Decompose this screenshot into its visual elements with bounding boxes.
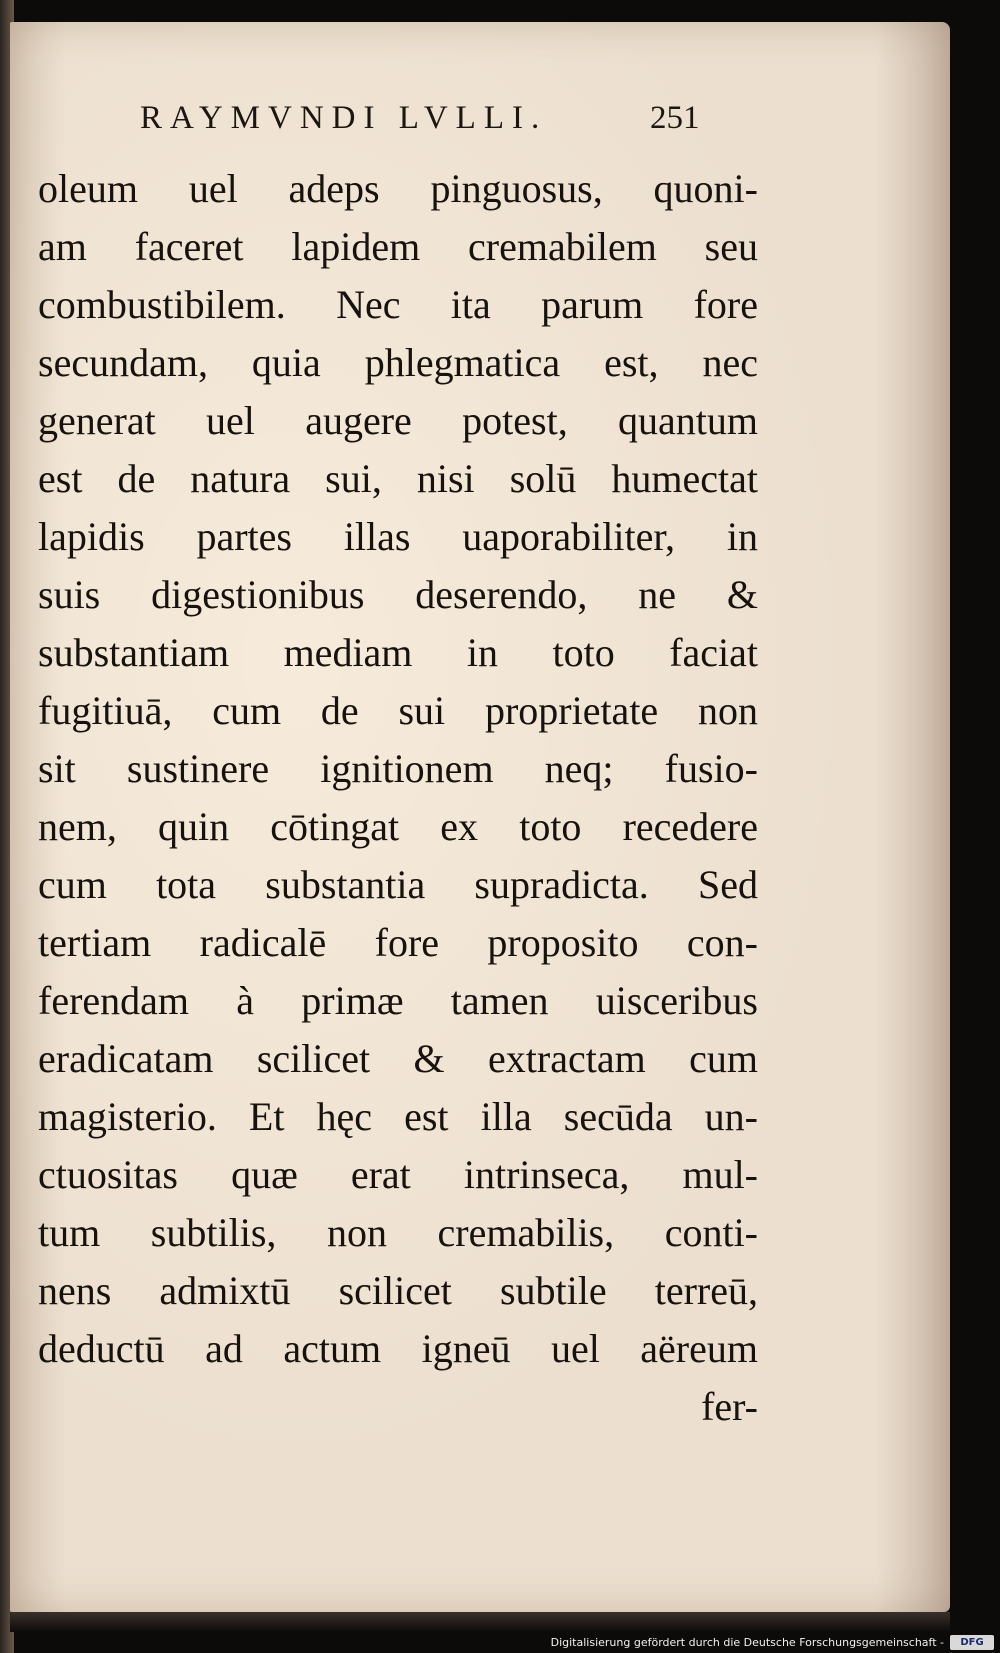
- text-line: fugitiuā, cum de sui proprietate non: [38, 688, 758, 733]
- text-line: tertiam radicalē fore proposito con-: [38, 920, 758, 965]
- text-line: ctuositas quæ erat intrinseca, mul-: [38, 1152, 758, 1197]
- text-line: ferendam à primæ tamen uisceribus: [38, 978, 758, 1023]
- catchword: fer-: [701, 1384, 758, 1429]
- text-line: secundam, quia phlegmatica est, nec: [38, 340, 758, 385]
- text-line: cum tota substantia supradicta. Sed: [38, 862, 758, 907]
- scan-bottom-edge: [10, 1612, 950, 1632]
- book-page: [10, 22, 950, 1612]
- text-line: am faceret lapidem cremabilem seu: [38, 224, 758, 269]
- text-line: suis digestionibus deserendo, ne &: [38, 572, 758, 617]
- dfg-logo: DFG: [950, 1635, 994, 1650]
- body-text: [38, 160, 758, 1436]
- text-line: magisterio. Et hęc est illa secūda un-: [38, 1094, 758, 1139]
- digitization-credit: Digitalisierung gefördert durch die Deutsche Forschungsgemeinschaft -: [550, 1636, 944, 1649]
- text-line: deductū ad actum igneū uel aëreum: [38, 1326, 758, 1371]
- running-head: [10, 96, 950, 146]
- text-line: lapidis partes illas uaporabiliter, in: [38, 514, 758, 559]
- text-line: substantiam mediam in toto faciat: [38, 630, 758, 675]
- text-line: combustibilem. Nec ita parum fore: [38, 282, 758, 327]
- text-line: nem, quin cōtingat ex toto recedere: [38, 804, 758, 849]
- text-line: tum subtilis, non cremabilis, conti-: [38, 1210, 758, 1255]
- page-number: 251: [650, 100, 700, 136]
- text-line: oleum uel adeps pinguosus, quoni-: [38, 166, 758, 211]
- text-line: est de natura sui, nisi solū humectat: [38, 456, 758, 501]
- text-line: eradicatam scilicet & extractam cum: [38, 1036, 758, 1081]
- running-head-title: RAYMVNDI LVLLI.: [140, 100, 548, 136]
- text-line: generat uel augere potest, quantum: [38, 398, 758, 443]
- text-line: sit sustinere ignitionem neq; fusio-: [38, 746, 758, 791]
- text-line: nens admixtū scilicet subtile terreū,: [38, 1268, 758, 1313]
